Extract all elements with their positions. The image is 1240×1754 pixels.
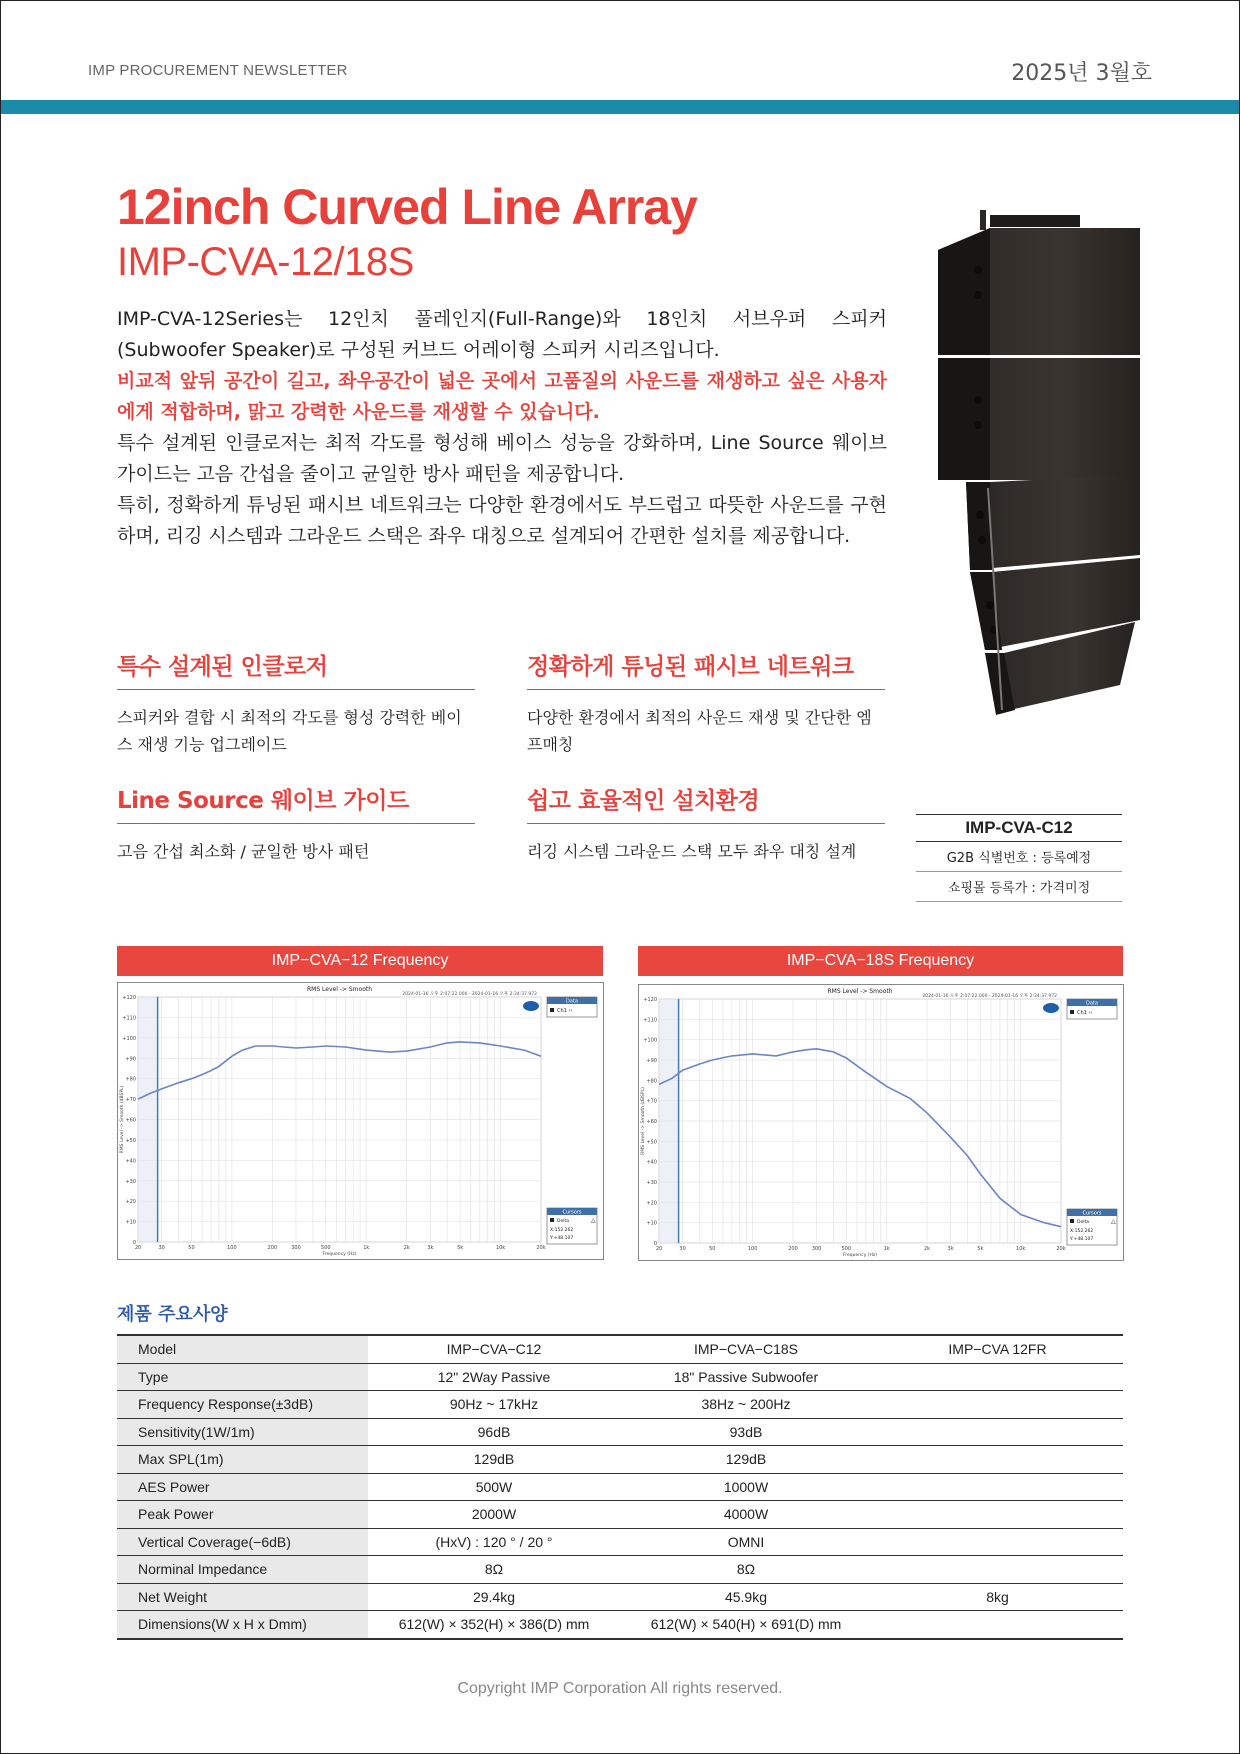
cursor-swatch xyxy=(550,1218,554,1222)
y-tick-label: +110 xyxy=(643,1017,657,1024)
x-tick-label: 3k xyxy=(947,1246,954,1252)
x-tick-label: 5k xyxy=(977,1246,984,1252)
feature-title: 특수 설계된 인클로저 xyxy=(117,648,475,690)
issue-date: 2025년 3월호 xyxy=(1011,61,1152,86)
spec-value: 612(W) × 540(H) × 691(D) mm xyxy=(620,1611,872,1639)
spec-value: 8Ω xyxy=(620,1556,872,1584)
x-tick-label: 500 xyxy=(841,1246,852,1252)
plot-title: RMS Level -> Smooth xyxy=(827,988,893,995)
cursors-panel-title: Cursors xyxy=(562,1209,582,1216)
cursors-panel-title: Cursors xyxy=(1082,1210,1102,1217)
spec-value xyxy=(872,1446,1123,1474)
chart-12-frame xyxy=(117,982,604,1260)
y-tick-label: +30 xyxy=(646,1180,657,1186)
spec-value: 45.9kg xyxy=(620,1583,872,1611)
feature-desc: 다양한 환경에서 최적의 사운드 재생 및 간단한 엠프매칭 xyxy=(527,708,872,754)
x-tick-label: 20 xyxy=(655,1246,663,1252)
data-panel-title: Data xyxy=(566,998,578,1005)
table-row xyxy=(117,1528,1123,1556)
spec-value: 38Hz ~ 200Hz xyxy=(620,1391,872,1419)
cursor-swatch xyxy=(1070,1219,1074,1223)
x-tick-label: 5k xyxy=(457,1245,464,1251)
y-tick-label: +50 xyxy=(125,1137,136,1144)
x-tick-label: 20 xyxy=(134,1245,142,1251)
spec-value: 129dB xyxy=(620,1446,872,1474)
y-tick-label: +20 xyxy=(125,1199,136,1206)
feature-title: 쉽고 효율적인 설치환경 xyxy=(527,782,885,824)
x-tick-label: 300 xyxy=(811,1246,822,1252)
table-row xyxy=(117,1501,1123,1529)
chart-18s-frame xyxy=(638,984,1124,1261)
product-title: 12inch Curved Line Array xyxy=(117,179,697,235)
x-tick-label: 200 xyxy=(267,1245,278,1251)
feature-installation xyxy=(527,782,885,865)
x-tick-label: 100 xyxy=(747,1246,758,1252)
chart-18s-frequency xyxy=(639,985,1123,1260)
delta-icon: △ xyxy=(1111,1218,1116,1225)
y-tick-label: +80 xyxy=(646,1078,657,1085)
x-tick-label: 10k xyxy=(1016,1246,1026,1252)
legend-entry: Ch1 ‹› xyxy=(557,1008,573,1014)
y-tick-label: +110 xyxy=(122,1015,136,1022)
y-tick-label: +50 xyxy=(646,1139,657,1146)
spec-value: 612(W) × 352(H) × 386(D) mm xyxy=(368,1611,620,1639)
spec-value: 12" 2Way Passive xyxy=(368,1363,620,1391)
spec-label: Peak Power xyxy=(117,1501,368,1529)
table-row xyxy=(117,1473,1123,1501)
x-tick-label: 1k xyxy=(363,1245,370,1251)
y-tick-label: +60 xyxy=(646,1119,657,1125)
y-tick-label: +10 xyxy=(646,1220,657,1227)
spec-value: 8kg xyxy=(872,1583,1123,1611)
intro-paragraph-1: IMP-CVA-12Series는 12인치 풀레인지(Full-Range)와 18인치 서브우퍼 스피커(Subwoofer Speaker)로 구성된 커브드 어레이형 스피커 시리즈입니다. xyxy=(117,308,887,361)
cursor-band xyxy=(659,999,679,1243)
x-tick-label: 50 xyxy=(188,1245,195,1251)
y-axis-label: RMS Level -> Smooth (dBSPL) xyxy=(641,1087,646,1155)
x-tick-label: 50 xyxy=(709,1246,716,1252)
spec-value xyxy=(872,1501,1123,1529)
y-tick-label: +100 xyxy=(122,1035,136,1042)
y-tick-label: +60 xyxy=(125,1117,136,1124)
spec-value: 96dB xyxy=(368,1418,620,1446)
table-row xyxy=(117,1583,1123,1611)
spec-value xyxy=(872,1528,1123,1556)
cursor-band xyxy=(138,997,158,1242)
feature-title: Line Source 웨이브 가이드 xyxy=(117,782,475,824)
spec-header-cell: IMP−CVA−C12 xyxy=(368,1335,620,1363)
spec-value: 29.4kg xyxy=(368,1583,620,1611)
feature-enclosure xyxy=(117,648,475,758)
x-tick-label: 100 xyxy=(227,1245,237,1251)
x-tick-label: 30 xyxy=(679,1246,686,1252)
x-tick-label: 200 xyxy=(788,1246,798,1252)
mall-price: 쇼핑몰 등록가 : 가격미정 xyxy=(916,872,1122,902)
x-axis-label: Frequency (Hz) xyxy=(322,1252,357,1257)
x-tick-label: 20k xyxy=(1056,1246,1066,1252)
spec-label: Norminal Impedance xyxy=(117,1556,368,1584)
plot-timestamp: 2024-01-16 오후 2:07:22.000 - 2024-01-16 오후 2:34:37.972 xyxy=(922,994,1057,999)
x-tick-label: 2k xyxy=(403,1245,410,1251)
data-panel-title: Data xyxy=(1086,1000,1098,1007)
spec-label: Sensitivity(1W/1m) xyxy=(117,1418,368,1446)
x-axis-label: Frequency (Hz) xyxy=(843,1253,877,1258)
legend-swatch xyxy=(1070,1010,1074,1014)
spec-value: 1000W xyxy=(620,1473,872,1501)
spec-value: 18" Passive Subwoofer xyxy=(620,1363,872,1391)
cursor-x: X:152.262 xyxy=(1070,1229,1094,1234)
intro-paragraph-3: 특수 설계된 인클로저는 최적 각도를 형성해 베이스 성능을 강화하며, Line Source 웨이브 가이드는 고음 간섭을 줄이고 균일한 방사 패턴을 제공합니다. xyxy=(117,432,887,485)
intro-highlight: 비교적 앞뒤 공간이 길고, 좌우공간이 넓은 곳에서 고품질의 사운드를 재생하고 싶은 사용자에게 적합하며, 맑고 강력한 사운드를 재생할 수 있습니다. xyxy=(117,370,887,423)
product-model: IMP-CVA-12/18S xyxy=(117,240,414,284)
y-tick-label: +90 xyxy=(125,1056,136,1063)
x-tick-label: 3k xyxy=(427,1245,434,1251)
cursor-x: X:152.262 xyxy=(550,1228,574,1233)
y-axis-label: RMS Level -> Smooth (dBSPL) xyxy=(120,1085,125,1154)
spec-header-row xyxy=(117,1335,1123,1363)
y-tick-label: +80 xyxy=(125,1076,136,1083)
chart-18s-header: IMP−CVA−18S Frequency xyxy=(638,946,1123,976)
spec-table xyxy=(117,1334,1123,1640)
table-row xyxy=(117,1611,1123,1639)
spec-value: 2000W xyxy=(368,1501,620,1529)
spec-value xyxy=(872,1611,1123,1639)
feature-waveguide xyxy=(117,782,475,865)
table-row xyxy=(117,1418,1123,1446)
y-tick-label: +30 xyxy=(125,1178,136,1185)
x-tick-label: 500 xyxy=(321,1245,331,1251)
model-name: IMP-CVA-C12 xyxy=(916,814,1122,842)
cursor-delta: Delta xyxy=(1077,1220,1090,1225)
model-info-box xyxy=(916,814,1122,902)
spec-section-title: 제품 주요사양 xyxy=(117,1304,228,1325)
cursor-delta: Delta xyxy=(557,1219,570,1224)
intro-text xyxy=(117,304,887,552)
table-row xyxy=(117,1556,1123,1584)
spec-label: Dimensions(W x H x Dmm) xyxy=(117,1611,368,1639)
spec-value xyxy=(872,1363,1123,1391)
ap-logo-icon xyxy=(523,1001,539,1011)
y-tick-label: +70 xyxy=(646,1098,657,1105)
feature-title: 정확하게 튜닝된 패시브 네트워크 xyxy=(527,648,885,690)
x-tick-label: 20k xyxy=(536,1245,546,1251)
newsletter-name: IMP PROCUREMENT NEWSLETTER xyxy=(88,62,348,79)
feature-desc: 스피커와 결합 시 최적의 각도를 형성 강력한 베이스 재생 기능 업그레이드 xyxy=(117,708,462,754)
spec-value: (HxV) : 120 ° / 20 ° xyxy=(368,1528,620,1556)
spec-header-cell: Model xyxy=(117,1335,368,1363)
cursor-y: Y:+48.107 xyxy=(550,1236,574,1241)
ap-logo-icon xyxy=(1043,1003,1059,1013)
spec-value: 500W xyxy=(368,1473,620,1501)
y-tick-label: +40 xyxy=(125,1158,136,1165)
y-tick-label: 0 xyxy=(653,1241,657,1247)
copyright: Copyright IMP Corporation All rights reserved. xyxy=(457,1680,783,1697)
y-tick-label: +10 xyxy=(125,1219,136,1226)
y-tick-label: +20 xyxy=(646,1200,657,1207)
header-divider xyxy=(1,100,1239,114)
delta-icon: △ xyxy=(591,1217,596,1224)
spec-value: OMNI xyxy=(620,1528,872,1556)
legend-swatch xyxy=(550,1008,554,1012)
spec-value: 8Ω xyxy=(368,1556,620,1584)
spec-value xyxy=(872,1418,1123,1446)
spec-value: 4000W xyxy=(620,1501,872,1529)
spec-label: Net Weight xyxy=(117,1583,368,1611)
g2b-id: G2B 식별번호 : 등록예정 xyxy=(916,842,1122,872)
y-tick-label: +90 xyxy=(646,1058,657,1064)
spec-label: Type xyxy=(117,1363,368,1391)
legend-entry: Ch1 ‹› xyxy=(1077,1010,1093,1016)
spec-header-cell: IMP−CVA 12FR xyxy=(872,1335,1123,1363)
plot-timestamp: 2024-01-16 오후 2:07:22.000 - 2024-01-16 오후 2:34:37.972 xyxy=(402,992,537,997)
y-tick-label: +120 xyxy=(122,995,136,1001)
spec-value xyxy=(872,1391,1123,1419)
spec-label: Vertical Coverage(−6dB) xyxy=(117,1528,368,1556)
y-tick-label: +70 xyxy=(125,1097,136,1104)
spec-label: Max SPL(1m) xyxy=(117,1446,368,1474)
x-tick-label: 2k xyxy=(923,1246,931,1252)
spec-value: 90Hz ~ 17kHz xyxy=(368,1391,620,1419)
table-row xyxy=(117,1446,1123,1474)
spec-value xyxy=(872,1473,1123,1501)
y-tick-label: 0 xyxy=(132,1240,136,1246)
x-tick-label: 1k xyxy=(883,1246,890,1252)
feature-network xyxy=(527,648,885,758)
chart-12-header: IMP−CVA−12 Frequency xyxy=(117,946,603,976)
y-tick-label: +40 xyxy=(646,1159,657,1166)
plot-title: RMS Level -> Smooth xyxy=(306,986,373,993)
spec-label: AES Power xyxy=(117,1473,368,1501)
x-tick-label: 300 xyxy=(291,1245,301,1251)
spec-value xyxy=(872,1556,1123,1584)
y-tick-label: +120 xyxy=(643,997,657,1003)
cursor-y: Y:+48.107 xyxy=(1070,1237,1094,1242)
speaker-array-image xyxy=(930,210,1145,750)
chart-12-frequency xyxy=(118,983,603,1259)
spec-value: 129dB xyxy=(368,1446,620,1474)
spec-label: Frequency Response(±3dB) xyxy=(117,1391,368,1419)
spec-value: 93dB xyxy=(620,1418,872,1446)
x-tick-label: 10k xyxy=(495,1245,506,1251)
feature-desc: 고음 간섭 최소화 / 균일한 방사 패턴 xyxy=(117,842,370,861)
intro-paragraph-4: 특히, 정확하게 튜닝된 패시브 네트워크는 다양한 환경에서도 부드럽고 따뜻한 사운드를 구현하며, 리깅 시스템과 그라운드 스택은 좌우 대칭으로 설계되어 간편한 설치를 제공합니다. xyxy=(117,494,887,547)
table-row xyxy=(117,1391,1123,1419)
y-tick-label: +100 xyxy=(643,1037,657,1044)
table-row xyxy=(117,1363,1123,1391)
spec-header-cell: IMP−CVA−C18S xyxy=(620,1335,872,1363)
feature-desc: 리깅 시스템 그라운드 스택 모두 좌우 대칭 설계 xyxy=(527,842,857,861)
x-tick-label: 30 xyxy=(158,1245,165,1251)
